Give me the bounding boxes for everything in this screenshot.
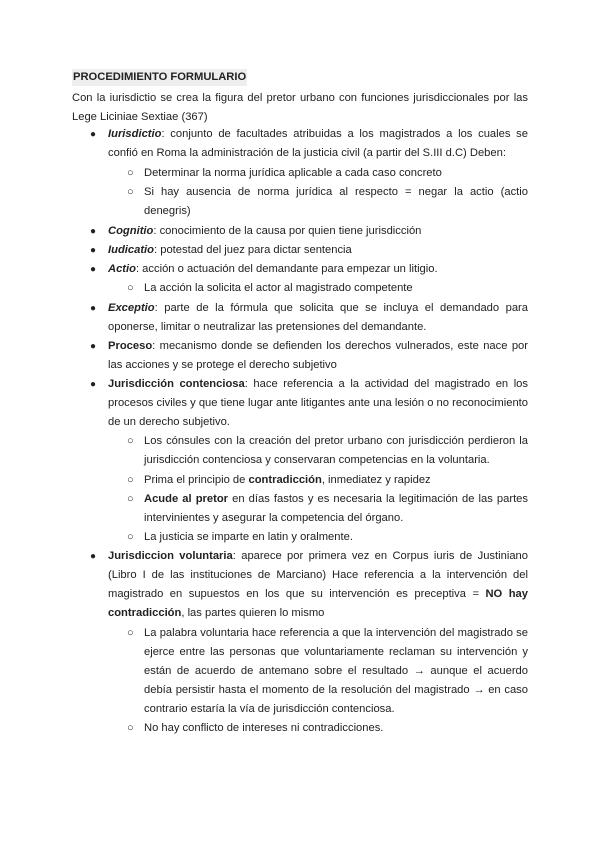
circle-bullet-icon: ○ [127, 493, 134, 505]
sub-item: No hay conflicto de intereses ni contradicciones. [144, 722, 384, 734]
sub-item: La acción la solicita el actor al magistrado competente [144, 282, 413, 294]
sub-item: La palabra voluntaria hace referencia a que la intervención del magistrado se ejerce entre las personas que voluntariamente reclaman su intervención y están de acuerdo de antemano sobre el resultado → aunque el acuerdo debía persistir hasta el momento de la resolución del magistrado → en caso contrario estaría la vía de jurisdicción contenciosa. [144, 627, 528, 715]
sub-item: Si hay ausencia de norma jurídica al respecto = negar la actio (actio denegris) [144, 186, 528, 217]
bullet-icon: ● [90, 551, 97, 562]
bullet-icon: ● [90, 341, 97, 352]
bullet-icon: ● [90, 379, 97, 390]
circle-bullet-icon: ○ [127, 531, 134, 543]
circle-bullet-icon: ○ [127, 186, 134, 198]
bullet-icon: ● [90, 264, 97, 275]
sub-item: La justicia se imparte en latin y oralmente. [144, 531, 353, 543]
circle-bullet-icon: ○ [127, 435, 134, 447]
list-item-contenciosa: Jurisdicción contenciosa: hace referencia a la actividad del magistrado en los procesos civiles y que tiene lugar ante litigantes ante una lesión o no reconocimiento de un derecho subjetivo. [108, 378, 528, 428]
list-item-cognitio: Cognitio: conocimiento de la causa por quien tiene jurisdicción [108, 225, 422, 237]
circle-bullet-icon: ○ [127, 722, 134, 734]
list-item-proceso: Proceso: mecanismo donde se defienden los derechos vulnerados, este nace por las acciones y se protege el derecho subjetivo [108, 340, 528, 371]
bullet-icon: ● [90, 226, 97, 237]
sub-item: Determinar la norma jurídica aplicable a cada caso concreto [144, 167, 442, 179]
sub-item: Acude al pretor en días fastos y es necesaria la legitimación de las partes intervinientes y asegurar la competencia del órgano. [144, 493, 528, 524]
intro-paragraph: Con la iurisdictio se crea la figura del pretor urbano con funciones jurisdiccionales por las Lege Liciniae Sextiae (367) [72, 92, 528, 123]
circle-bullet-icon: ○ [127, 167, 134, 179]
sub-item: Los cónsules con la creación del pretor urbano con jurisdicción perdieron la jurisdicción contenciosa y conservaran competencias en la voluntaria. [144, 435, 528, 466]
circle-bullet-icon: ○ [127, 474, 134, 486]
circle-bullet-icon: ○ [127, 282, 134, 294]
list-item-iudicatio: Iudicatio: potestad del juez para dictar sentencia [108, 244, 352, 256]
list-item-actio: Actio: acción o actuación del demandante para empezar un litigio. [108, 263, 438, 275]
circle-bullet-icon: ○ [127, 627, 134, 639]
list-item-voluntaria: Jurisdiccion voluntaria: aparece por primera vez en Corpus iuris de Justiniano (Libro I de las instituciones de Marciano) Hace referencia a la intervención del magistrado en supuestos en los que su intervención es preceptiva = NO hay contradicción, las partes quieren lo mismo [108, 550, 528, 619]
sub-item: Prima el principio de contradicción, inmediatez y rapidez [144, 474, 431, 486]
term-iurisdictio: Iurisdictio [108, 128, 162, 140]
bullet-icon: ● [90, 245, 97, 256]
page-title: PROCEDIMIENTO FORMULARIO [72, 69, 247, 86]
list-item-iurisdictio: Iurisdictio: conjunto de facultades atribuidas a los magistrados a los cuales se confió en Roma la administración de la justicia civil (a partir del S.III d.C) Deben: [108, 128, 528, 159]
bullet-icon: ● [90, 129, 97, 140]
list-item-exceptio: Exceptio: parte de la fórmula que solicita que se incluya el demandado para oponerse, limitar o neutralizar las pretensiones del demandante. [108, 302, 528, 333]
bullet-icon: ● [90, 303, 97, 314]
